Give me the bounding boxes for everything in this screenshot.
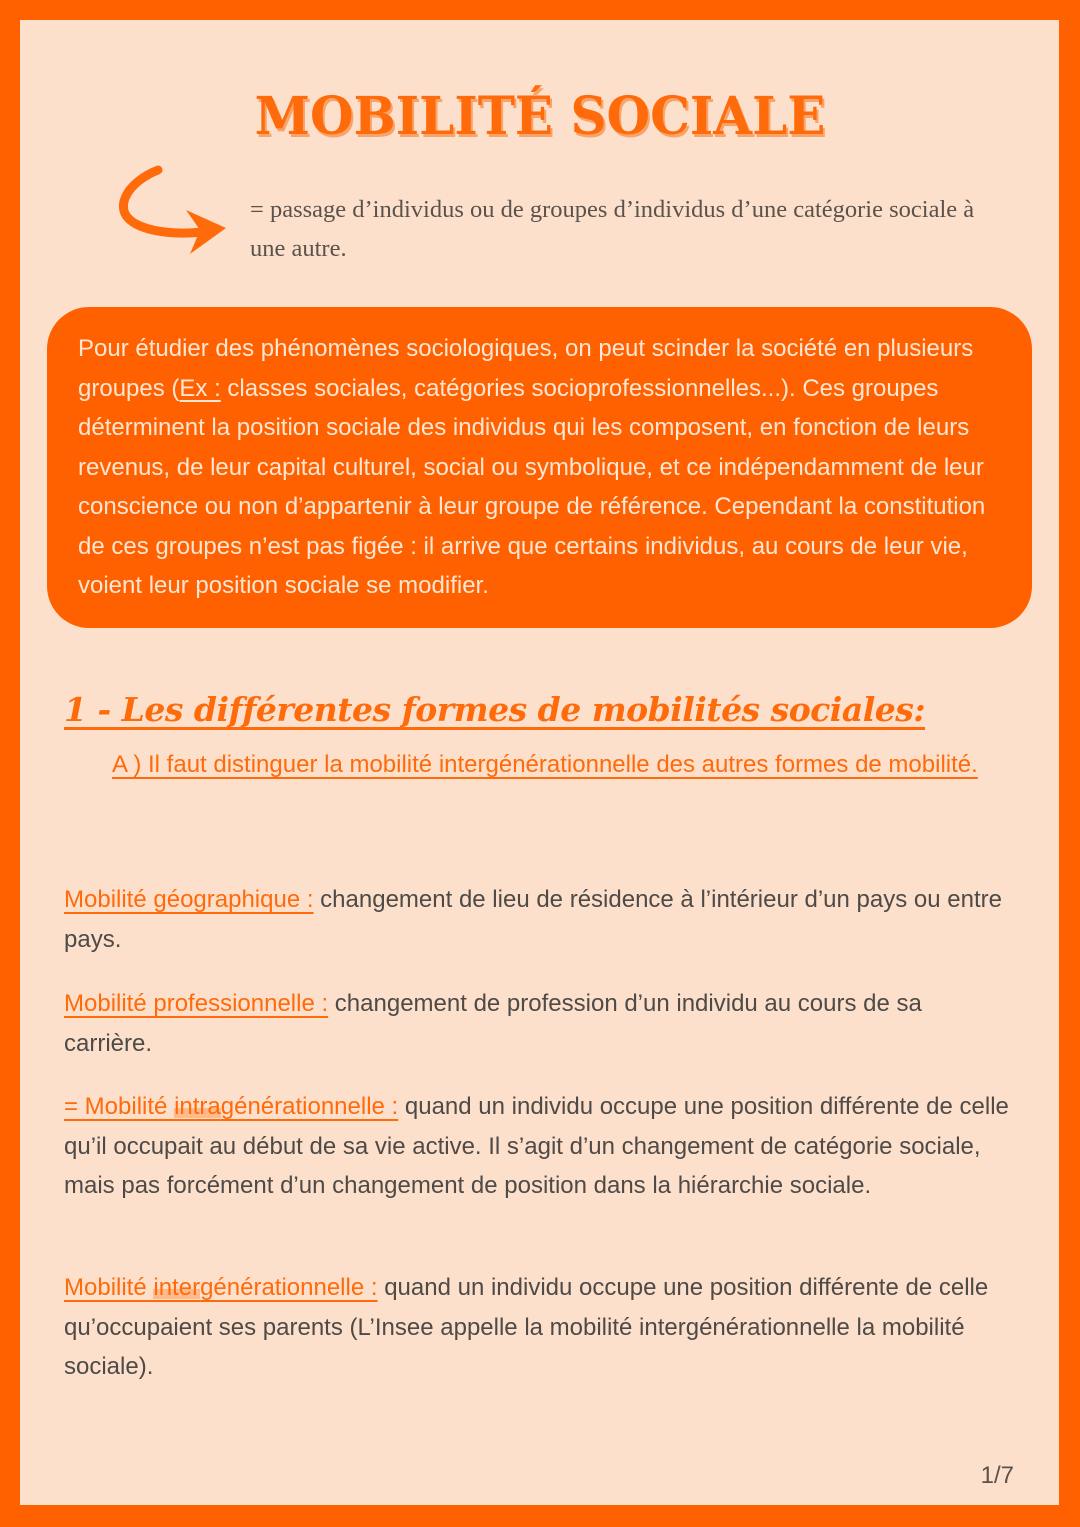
term-label	[64, 990, 328, 1017]
term-label	[64, 886, 314, 913]
page-number: 1/7	[980, 1462, 1014, 1489]
term-highlight: intra	[174, 1093, 221, 1120]
term-prefix: Mobilité géographique :	[64, 886, 314, 913]
example-label: Ex :	[179, 374, 221, 402]
term-definition: quand un individu occupe une position différente de celle qu’il occupait au début de sa vie active. Il s’agit d’un changement de catégorie sociale, mais pas forcément d’un changement de position dans la hiérarchie sociale.	[64, 1093, 1009, 1199]
entry-geographic-mobility	[64, 880, 1014, 959]
term-suffix: générationnelle :	[200, 1274, 378, 1301]
term-label	[64, 1093, 398, 1120]
term-prefix: Mobilité	[64, 1274, 154, 1301]
term-highlight: inter	[153, 1274, 201, 1301]
callout-text	[78, 329, 1002, 606]
page-title: MOBILITÉ SOCIALE	[254, 84, 826, 147]
term-prefix: = Mobilité	[64, 1093, 175, 1120]
intro-callout	[47, 307, 1032, 628]
term-definition: changement de lieu de résidence à l’intérieur d’un pays ou entre pays.	[64, 886, 1002, 953]
term-definition: quand un individu occupe une position différente de celle qu’occupaient ses parents (L’Insee appelle la mobilité intergénérationnelle la mobilité sociale).	[64, 1274, 989, 1380]
curved-arrow-right-icon	[108, 160, 233, 260]
term-label	[64, 1274, 378, 1301]
term-definition: changement de profession d’un individu au cours de sa carrière.	[64, 990, 922, 1057]
term-prefix: Mobilité professionnelle :	[64, 990, 329, 1017]
entry-intragenerational-mobility	[64, 1087, 1014, 1206]
callout-text-start: Pour étudier des phénomènes sociologiques, on peut scinder la société en plusieurs groupes (	[78, 335, 974, 402]
callout-text-end: classes sociales, catégories socioprofessionnelles...). Ces groupes déterminent la position sociale des individus qui les composent, en fonction de leurs revenus, de leur capital culturel, social ou symbolique, et ce indépendamment de leur conscience ou non d’appartenir à leur groupe de référence. Cependant la constitution de ces groupes n’est pas figée : il arrive que certains individus, au cours de leur vie, voient leur position sociale se modifier.	[78, 374, 986, 599]
entry-professional-mobility	[64, 984, 1014, 1063]
term-suffix: générationnelle :	[220, 1093, 399, 1120]
section-heading: 1 - Les différentes formes de mobilités sociales:	[64, 690, 926, 729]
entry-intergenerational-mobility	[64, 1268, 1014, 1387]
definition-text: = passage d’individus ou de groupes d’individus d’une catégorie sociale à une autre.	[250, 196, 975, 262]
section-subheading: A ) Il faut distinguer la mobilité intergénérationnelle des autres formes de mobilité.	[112, 751, 978, 778]
